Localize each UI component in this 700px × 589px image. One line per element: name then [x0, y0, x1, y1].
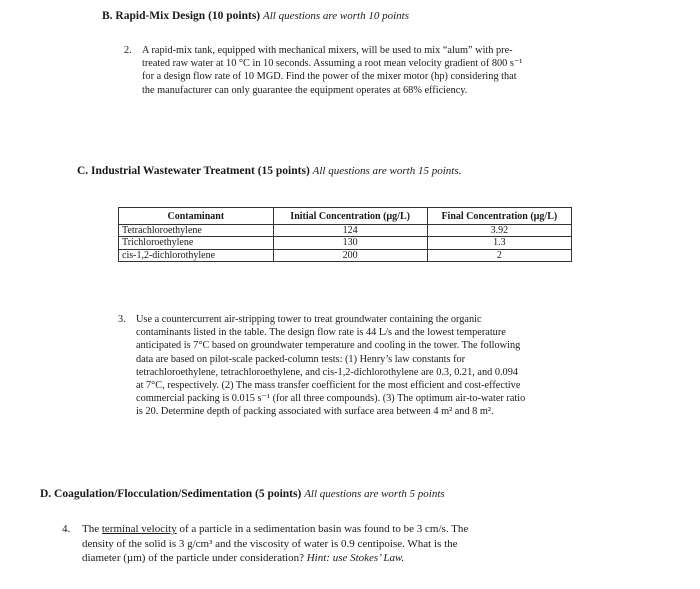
- question-4-line1-rest: of a particle in a sedimentation basin was found to be 3 cm/s. The: [176, 523, 469, 535]
- section-b-title: B. Rapid-Mix Design (10 points): [102, 10, 261, 22]
- question-4-number: 4.: [62, 523, 71, 535]
- cell-final: 3.92: [427, 224, 571, 237]
- question-2-line: the manufacturer can only guarantee the equipment operates at 68% efficiency.: [142, 84, 468, 96]
- question-3-line: at 7°C, respectively. (2) The mass transfer coefficient for the most efficient and cost-effective: [136, 380, 521, 392]
- section-d-heading: [40, 488, 445, 500]
- section-b-heading: [102, 10, 409, 22]
- section-c-title: C. Industrial Wastewater Treatment (15 points): [77, 165, 310, 177]
- question-4-line3: diameter (µm) of the particle under consideration?: [82, 552, 307, 564]
- table-header-row: [119, 208, 572, 225]
- question-4-text: [82, 522, 622, 566]
- question-3-line: Use a countercurrent air-stripping tower to treat groundwater containing the organic: [136, 314, 482, 325]
- question-3-line: anticipated is 7°C based on groundwater temperature and cooling in the tower. The following: [136, 340, 521, 352]
- contaminant-table: [118, 207, 572, 262]
- cell-contaminant: cis-1,2-dichlorothylene: [119, 249, 274, 262]
- question-2-line: treated raw water at 10 °C in 10 seconds. Assuming a root mean velocity gradient of 800 s⁻¹: [142, 58, 523, 70]
- question-3-line: contaminants listed in the table. The design flow rate is 44 L/s and the lowest temperature: [136, 327, 506, 339]
- header-final: Final Concentration (µg/L): [427, 208, 571, 225]
- cell-initial: 124: [273, 224, 427, 237]
- question-2-line: A rapid-mix tank, equipped with mechanical mixers, will be used to mix “alum” with pre-: [142, 45, 513, 56]
- question-3-text: [136, 313, 638, 419]
- cell-final: 2: [427, 249, 571, 262]
- question-3-number: 3.: [118, 314, 126, 325]
- question-4-line: density of the solid is 3 g/cm³ and the viscosity of water is 0.9 centipoise. What is the: [82, 537, 458, 550]
- section-b-note: All questions are worth 10 points: [263, 10, 409, 22]
- question-2-number: 2.: [124, 45, 132, 56]
- section-d-note: All questions are worth 5 points: [304, 488, 445, 500]
- cell-final: 1.3: [427, 237, 571, 250]
- terminal-velocity-term: terminal velocity: [101, 523, 177, 535]
- table-row: [119, 237, 572, 250]
- section-d-title: D. Coagulation/Flocculation/Sedimentation (5 points): [40, 488, 302, 500]
- question-3-line: tetrachloroethylene, tetrachloroethylene, and cis-1,2-dichlorothylene are 0.3, 0.21, and 0.094: [136, 366, 518, 378]
- question-3-line: is 20. Determine depth of packing associated with surface area between 4 m² and 8 m².: [136, 406, 494, 418]
- question-4-line: [82, 551, 622, 566]
- question-4-intro: The: [82, 523, 102, 535]
- question-3-line: commercial packing is 0.015 s⁻¹ (for all three compounds). (3) The optimum air-to-water ratio: [136, 393, 526, 405]
- cell-contaminant: Tetrachloroethylene: [119, 224, 274, 237]
- section-c-note: All questions are worth 15 points.: [312, 165, 462, 177]
- table-row: [119, 249, 572, 262]
- table-row: [119, 224, 572, 237]
- question-2-line: for a design flow rate of 10 MGD. Find the power of the mixer motor (hp) considering that: [142, 71, 517, 83]
- question-4-line: [82, 522, 622, 537]
- cell-initial: 200: [273, 249, 427, 262]
- section-c-heading: [77, 165, 461, 177]
- header-contaminant: Contaminant: [119, 208, 274, 225]
- header-initial: Initial Concentration (µg/L): [273, 208, 427, 225]
- question-2-text: [142, 44, 604, 97]
- question-3-line: data are based on pilot-scale packed-column tests: (1) Henry’s law constants for: [136, 353, 466, 365]
- question-4-hint: Hint: use Stokes’ Law.: [306, 552, 405, 564]
- cell-contaminant: Trichloroethylene: [119, 237, 274, 250]
- cell-initial: 130: [273, 237, 427, 250]
